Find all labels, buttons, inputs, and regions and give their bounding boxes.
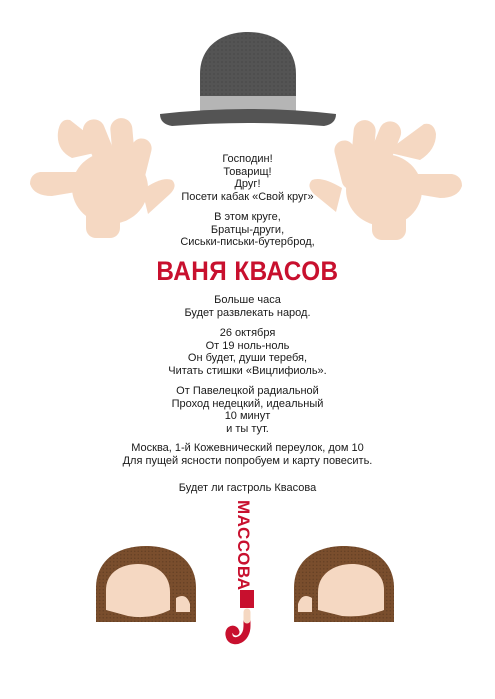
poem-line: Будет развлекать народ. — [184, 306, 311, 319]
stanza-date — [0, 327, 495, 377]
poem-line: От Павелецкой радиальной — [176, 385, 319, 397]
bowler-hat-icon — [160, 32, 336, 126]
poem-line: Товарищ! — [223, 165, 272, 178]
poem-line: В этом круге, — [214, 211, 281, 223]
poem-line: 10 минут — [224, 410, 271, 422]
poem-line: От 19 ноль-ноль — [205, 339, 290, 352]
poem-line: Будет ли гастроль Квасова — [178, 482, 317, 494]
poem-line: Для пущей ясности попробуем и карту повесить. — [122, 454, 373, 467]
poem-line: 26 октября — [219, 327, 276, 339]
stanza-entertain — [0, 294, 495, 319]
stanza-circle — [0, 211, 495, 249]
poem-line: Читать стишки «Вицлифиоль». — [168, 364, 327, 377]
left-foot-icon — [96, 546, 196, 622]
poem-line: и ты тут. — [226, 422, 269, 435]
poem-line: Братцы-други, — [210, 223, 285, 236]
poem-line: Сиськи-письки-бутерброд, — [180, 236, 315, 248]
stanza-directions — [0, 385, 495, 435]
poem-line: Друг! — [234, 178, 261, 190]
poem-line: Проход недецкий, идеальный — [171, 397, 324, 410]
stanza-greeting — [0, 153, 495, 203]
poem-line: Господин! — [222, 153, 273, 165]
right-foot-icon — [294, 546, 394, 622]
stanza-address — [0, 442, 495, 467]
poem-line: Москва, 1-й Кожевнический переулок, дом 10 — [131, 442, 364, 454]
poem-line: Больше часа — [214, 294, 281, 306]
stanza-question — [0, 482, 495, 495]
poem-line: Посети кабак «Свой круг» — [181, 190, 314, 203]
vertical-word: МАССОВА — [234, 500, 253, 591]
poem-line: Он будет, души теребя, — [187, 352, 308, 364]
headline-name: ВАНЯ КВАСОВ — [156, 256, 339, 286]
